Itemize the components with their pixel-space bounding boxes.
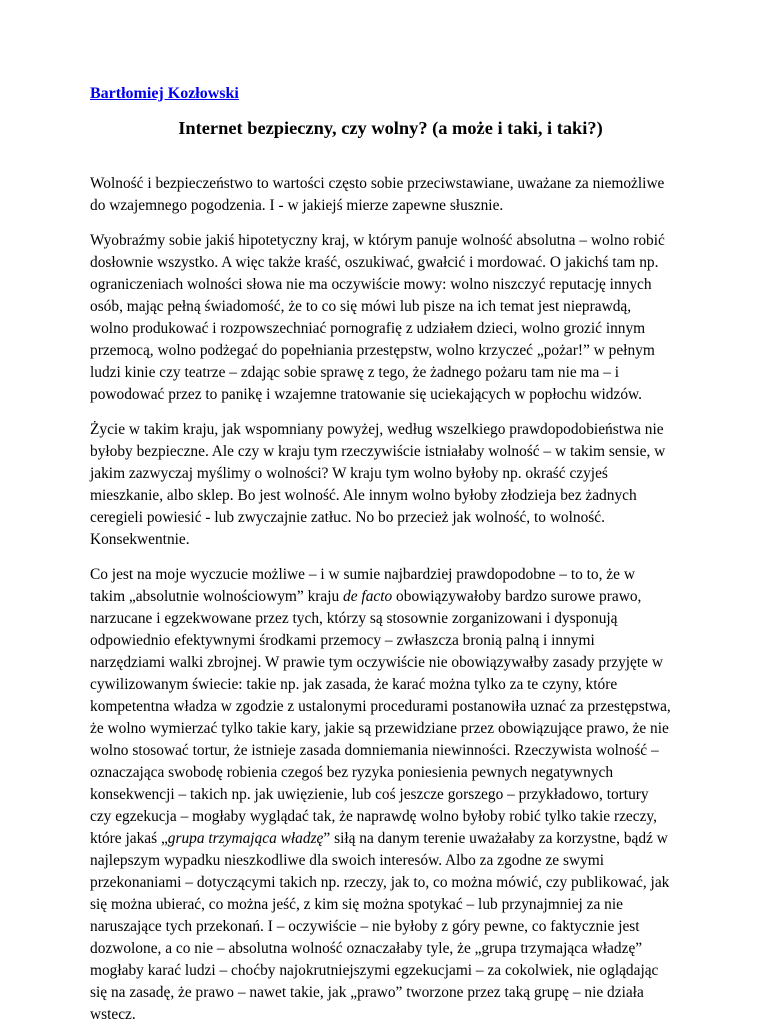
text-line: mieszkanie, albo sklep. Bo jest wolność. Ale innym wolno byłoby złodzieja bez żadnych bbox=[90, 487, 637, 504]
text-line: najlepszym wypadku nieszkodliwe dla swoich interesów. Albo za zgodne ze swymi bbox=[90, 852, 605, 869]
text-line: narzucane i egzekwowane przez tych, którzy są stosownie zorganizowani i dysponują bbox=[90, 610, 618, 627]
text-line: Co jest na moje wyczucie możliwe – i w sumie najbardziej prawdopodobne – to to, że w bbox=[90, 566, 635, 583]
text-line: dozwolone, a co nie – absolutna wolność oznaczałaby tyle, że „grupa trzymająca władzę” bbox=[90, 940, 643, 957]
text-line: że wolno wymierzać tylko takie kary, jakie są przewidziane przez obowiązujące prawo, że nie bbox=[90, 720, 669, 737]
text-line: wolno produkować i rozpowszechniać pornografię z udziałem dzieci, wolno grozić innym bbox=[90, 320, 646, 337]
text-line: wstecz. bbox=[90, 1006, 136, 1023]
text-line: się można ubierać, co można jeść, z kim się można spotykać – lub przynajmniej za nie bbox=[90, 896, 623, 913]
text-line: mogłaby karać ludzi – choćby najokrutniejszymi egzekucjami – za cokolwiek, nie oglądając bbox=[90, 962, 659, 979]
text-line: ograniczeniach wolności słowa nie ma oczywiście mowy: wolno niszczyć reputację innych bbox=[90, 276, 652, 293]
author-link[interactable]: Bartłomiej Kozłowski bbox=[90, 85, 239, 102]
text-line: Wolność i bezpieczeństwo to wartości często sobie przeciwstawiane, uważane za niemożliwe bbox=[90, 175, 665, 192]
text-line: wolno stosować tortur, że istnieje zasada domniemania niewinności. Rzeczywista wolność – bbox=[90, 742, 659, 759]
text-line: ceregieli powiesić - lub zwyczajnie zatłuc. No bo przecież jak wolność, to wolność. bbox=[90, 509, 605, 526]
text-line: byłoby bezpieczne. Ale czy w kraju tym rzeczywiście istniałaby wolność – w takim sensie, w bbox=[90, 443, 666, 460]
text-line: konsekwencji – takich np. jak uwięzienie, lub coś jeszcze gorszego – przykładowo, tortury bbox=[90, 786, 649, 803]
text-line: naruszające tych przekonań. I – oczywiście – nie byłoby z góry pewne, co faktycznie jest bbox=[90, 918, 640, 935]
text-line: Życie w takim kraju, jak wspomniany powyżej, według wszelkiego prawdopodobieństwa nie bbox=[90, 421, 664, 438]
text-line: cywilizowanym świecie: takie np. jak zasada, że karać można tylko za te czyny, które bbox=[90, 676, 618, 693]
text-line: przemocą, wolno podżegać do popełniania przestępstw, wolno krzyczeć „pożar!” w pełnym bbox=[90, 342, 655, 359]
text-line: Wyobraźmy sobie jakiś hipotetyczny kraj, w którym panuje wolność absolutna – wolno robić bbox=[90, 232, 665, 249]
text-line: jakim zazwyczaj myślimy o wolności? W kraju tym wolno byłoby np. okraść czyjeś bbox=[90, 465, 608, 482]
paragraph-4 bbox=[90, 564, 690, 1026]
document-page bbox=[90, 84, 690, 1026]
paragraph-1 bbox=[90, 173, 690, 217]
text-line: czy egzekucja – mogłaby wyglądać tak, że naprawdę wolno byłoby robić tylko takie rzeczy, bbox=[90, 808, 657, 825]
text-line: odpowiednio efektywnymi środkami przemocy – zwłaszcza bronią palną i innymi bbox=[90, 632, 595, 649]
italic-phrase: grupa trzymająca władzę bbox=[167, 830, 324, 847]
text-line: się na zasadę, że prawo – nawet takie, jak „prawo” tworzone przez taką grupę – nie działa bbox=[90, 984, 644, 1001]
text-line: do wzajemnego pogodzenia. I - w jakiejś mierze zapewne słusznie. bbox=[90, 197, 504, 214]
text-line: oznaczająca swobodę robienia czegoś bez ryzyka poniesienia pewnych negatywnych bbox=[90, 764, 614, 781]
text-line: powodować przez to panikę i wzajemne tratowanie się uciekających w popłochu widzów. bbox=[90, 386, 642, 403]
text-line: takim „absolutnie wolnościowym” kraju de facto obowiązywałoby bardzo surowe prawo, bbox=[90, 588, 642, 605]
paragraph-3 bbox=[90, 419, 690, 551]
text-line: narzędziami walki zbrojnej. W prawie tym oczywiście nie obowiązywałby zasady przyjęte w bbox=[90, 654, 663, 671]
italic-phrase: de facto bbox=[343, 588, 393, 605]
text-line: kompetentna władza w zgodzie z ustalonymi procedurami postanowiła uznać za przestępstwa, bbox=[90, 698, 671, 715]
text-line: Konsekwentnie. bbox=[90, 531, 190, 548]
text-line: przekonaniami – dotyczącymi takich np. rzeczy, jak to, co można mówić, czy publikować, jak bbox=[90, 874, 670, 891]
document-title: Internet bezpieczny, czy wolny? (a może i taki, i taki?) bbox=[178, 118, 603, 138]
paragraph-2 bbox=[90, 230, 690, 406]
text-line: dosłownie wszystko. A więc także kraść, oszukiwać, gwałcić i mordować. O jakichś tam np. bbox=[90, 254, 659, 271]
text-line: które jakaś „grupa trzymająca władzę” siłą na danym terenie uważałaby za korzystne, bądź w bbox=[90, 830, 668, 847]
text-line: osób, mając pełną świadomość, że to co się mówi lub pisze na ich temat jest nieprawdą, bbox=[90, 298, 632, 315]
text-line: ludzi kinie czy teatrze – zdając sobie sprawę z tego, że żadnego pożaru tam nie ma – i bbox=[90, 364, 620, 381]
